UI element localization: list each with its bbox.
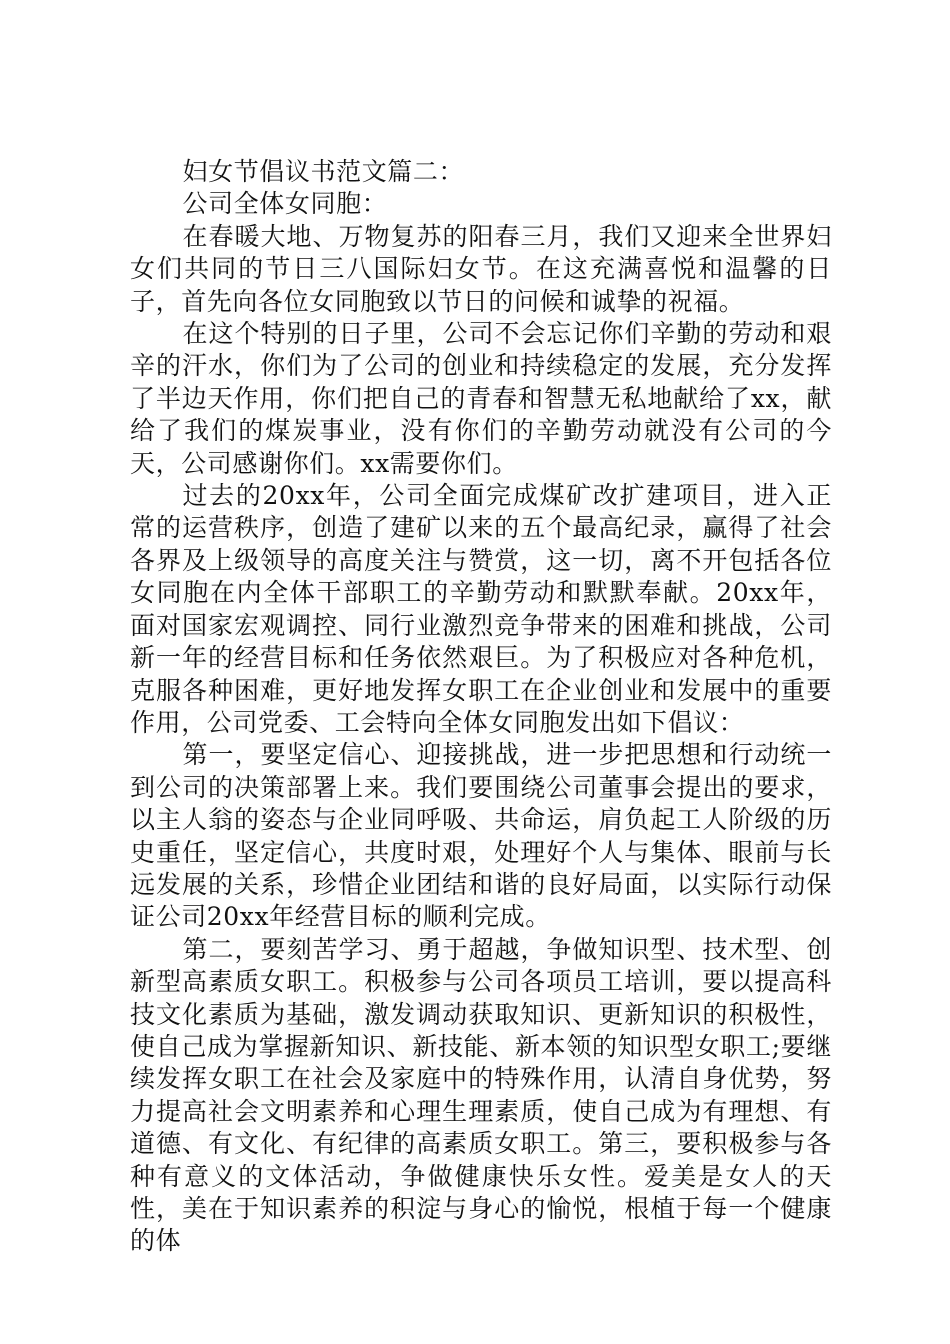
paragraph-5: 第二，要刻苦学习、勇于超越，争做知识型、技术型、创新型高素质女职工。积极参与公司各项员工培训，要以提高科技文化素质为基础，激发调动获取知识、更新知识的积极性，使自己成为掌握新知识、新技能、新本领的知识型女职工;要继续发挥女职工在社会及家庭中的特殊作用，认清自身优势，努力提高社会文明素养和心理生理素质，使自己成为有理想、有道德、有文化、有纪律的高素质女职工。第三，要积极参与各种有意义的文体活动，争做健康快乐女性。爱美是女人的天性，美在于知识素养的积淀与身心的愉悦，根植于每一个健康的体	[130, 934, 832, 1256]
document-body	[130, 156, 832, 1258]
document-title: 妇女节倡议书范文篇二：	[182, 157, 465, 186]
paragraph-1: 在春暖大地、万物复苏的阳春三月，我们又迎来全世界妇女们共同的节日三八国际妇女节。在这充满喜悦和温馨的日子，首先向各位女同胞致以节日的问候和诚挚的祝福。	[130, 221, 832, 316]
paragraph-3: 过去的20xx年，公司全面完成煤矿改扩建项目，进入正常的运营秩序，创造了建矿以来的五个最高纪录，赢得了社会各界及上级领导的高度关注与赞赏，这一切，离不开包括各位女同胞在内全体干部职工的辛勤劳动和默默奉献。20xx年，面对国家宏观调控、同行业激烈竞争带来的困难和挑战，公司新一年的经营目标和任务依然艰巨。为了积极应对各种危机，克服各种困难，更好地发挥女职工在企业创业和发展中的重要作用，公司党委、工会特向全体女同胞发出如下倡议：	[130, 481, 832, 737]
paragraph-2: 在这个特别的日子里，公司不会忘记你们辛勤的劳动和艰辛的汗水，你们为了公司的创业和持续稳定的发展，充分发挥了半边天作用，你们把自己的青春和智慧无私地献给了xx，献给了我们的煤炭事业，没有你们的辛勤劳动就没有公司的今天，公司感谢你们。xx需要你们。	[130, 319, 832, 478]
paragraph-4: 第一，要坚定信心、迎接挑战，进一步把思想和行动统一到公司的决策部署上来。我们要围绕公司董事会提出的要求，以主人翁的姿态与企业同呼吸、共命运，肩负起工人阶级的历史重任，坚定信心，共度时艰，处理好个人与集体、眼前与长远发展的关系，珍惜企业团结和谐的良好局面，以实际行动保证公司20xx年经营目标的顺利完成。	[130, 740, 832, 932]
document-salutation: 公司全体女同胞：	[182, 189, 388, 219]
